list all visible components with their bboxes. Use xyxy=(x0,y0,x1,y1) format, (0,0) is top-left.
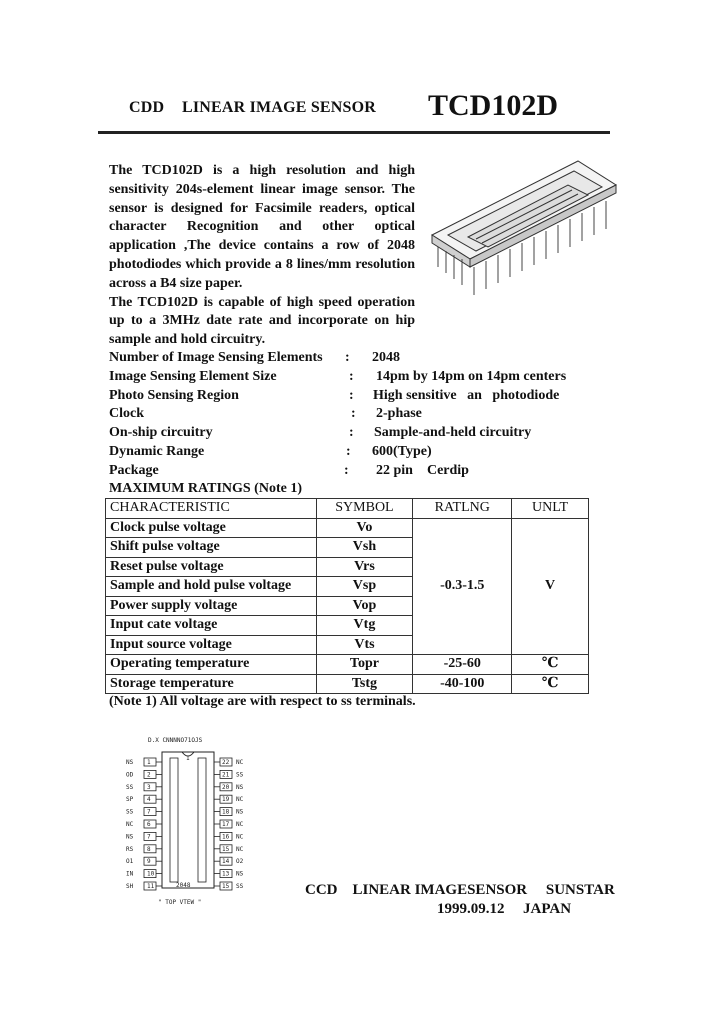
spec-value-dynamic-range: 600(Type) xyxy=(372,444,432,459)
pin-name: SH xyxy=(126,883,134,890)
part-number: TCD102D xyxy=(428,89,559,122)
pin-number: 11 xyxy=(147,883,155,890)
row-symbol: Tstg xyxy=(316,674,413,694)
pinout-bottom-label: " TOP VTEW " xyxy=(158,899,202,906)
pin-name: NS xyxy=(126,759,134,766)
row-characteristic: Clock pulse voltage xyxy=(106,518,317,538)
intro-paragraph-2: The TCD102D is capable of high speed operation up to a 3MHz date rate and incorporate on hip sample and hold circuitry. xyxy=(109,294,415,348)
pin-name: SP xyxy=(126,796,134,804)
col-header-characteristic: CHARACTERISTIC xyxy=(106,499,317,519)
spec-value-elements: 2048 xyxy=(372,350,400,365)
row-rating: -40-100 xyxy=(413,674,512,694)
spec-label-clock: Clock xyxy=(109,406,144,421)
pin-name: SS xyxy=(236,771,244,779)
pin-name: SS xyxy=(126,808,134,816)
voltage-rating-cell: -0.3-1.5 xyxy=(413,518,512,655)
header-title: LINEAR IMAGE SENSOR xyxy=(182,99,377,116)
pin-name: NS xyxy=(236,783,244,791)
row-characteristic: Input source voltage xyxy=(106,635,317,655)
pin-name: NS xyxy=(126,833,134,841)
header-series: CDD xyxy=(129,99,165,116)
pin-name: SS xyxy=(126,783,134,791)
pin-name: RS xyxy=(126,845,134,853)
footer-date: 1999.09.12 xyxy=(437,901,505,917)
pin-number: 14 xyxy=(222,858,230,866)
row-unit: ℃ xyxy=(512,655,589,675)
voltage-unit-cell: V xyxy=(512,518,589,655)
row-symbol: Vts xyxy=(316,635,413,655)
col-header-unit: UNLT xyxy=(512,499,589,519)
spec-value-package: 22 pin Cerdip xyxy=(376,463,469,478)
table-row xyxy=(106,674,589,694)
spec-label-circuitry: On-ship circuitry xyxy=(109,425,213,440)
pinout-diagram xyxy=(118,732,258,912)
pin-number: 15 xyxy=(222,883,230,890)
pin-number: 10 xyxy=(147,870,155,878)
pin-number: 7 xyxy=(147,808,151,816)
pin-name: NC xyxy=(236,833,244,841)
pin-number: 13 xyxy=(222,870,230,878)
pin-name: NC xyxy=(236,845,244,853)
table-row xyxy=(106,518,589,538)
intro-text xyxy=(109,162,415,350)
row-rating: -25-60 xyxy=(413,655,512,675)
chip-package-illustration xyxy=(428,155,618,305)
pin-number: 18 xyxy=(222,808,230,816)
spec-colon: : xyxy=(349,425,354,440)
spec-value-clock: 2-phase xyxy=(376,406,422,421)
spec-value-circuitry: Sample-and-held circuitry xyxy=(374,425,532,440)
pin-name: NC xyxy=(236,759,244,766)
row-characteristic: Shift pulse voltage xyxy=(106,538,317,558)
ratings-heading: MAXIMUM RATINGS (Note 1) xyxy=(109,481,302,496)
row-characteristic: Storage temperature xyxy=(106,674,317,694)
spec-colon: : xyxy=(344,463,349,478)
spec-label-dynamic-range: Dynamic Range xyxy=(109,444,205,459)
right-pin-column xyxy=(214,758,244,890)
spec-label-element-size: Image Sensing Element Size xyxy=(109,369,277,384)
pin-number: 21 xyxy=(222,771,230,779)
pin-number: 16 xyxy=(222,833,230,841)
pin-number: 6 xyxy=(147,821,151,828)
pin-number: 3 xyxy=(147,783,151,791)
pin-name: IN xyxy=(126,870,134,878)
left-pin-column xyxy=(126,758,162,890)
pinout-top-marker: 1 xyxy=(186,755,190,762)
pinout-top-label: D.X CNNNNO71OJS xyxy=(148,737,203,744)
header-rule xyxy=(98,131,610,134)
spec-label-photo-region: Photo Sensing Region xyxy=(109,388,239,403)
max-ratings-table xyxy=(105,498,589,694)
pin-number: 9 xyxy=(147,858,151,866)
row-characteristic: Power supply voltage xyxy=(106,596,317,616)
spec-value-photo-region: High sensitive an photodiode xyxy=(373,388,560,403)
pin-number: 4 xyxy=(147,796,151,804)
spec-value-element-size: 14pm by 14pm on 14pm centers xyxy=(376,369,567,384)
row-symbol: Vo xyxy=(316,518,413,538)
row-symbol: Vsp xyxy=(316,577,413,597)
pin-number: 2 xyxy=(147,771,151,779)
intro-paragraph-1: The TCD102D is a high resolution and high sensitivity 204s-element linear image sensor. The sensor is designed for Facsimile readers, optical character Recognition and other optical application ,The device contains a row of 2048 photodiodes which provide a 8 lines/mm resolution across a B4 size paper. xyxy=(109,163,415,291)
row-symbol: Vop xyxy=(316,596,413,616)
footer-country: JAPAN xyxy=(523,901,572,917)
ratings-note: (Note 1) All voltage are with respect to ss terminals. xyxy=(109,694,416,709)
spec-label-package: Package xyxy=(109,463,159,478)
footer-line: CCD LINEAR IMAGESENSOR SUNSTAR xyxy=(305,882,615,898)
spec-colon: : xyxy=(345,350,350,365)
pin-number: 15 xyxy=(222,845,230,853)
pin-name: NC xyxy=(236,821,244,828)
row-characteristic: Sample and hold pulse voltage xyxy=(106,577,317,597)
pin-name: O1 xyxy=(126,858,134,866)
row-characteristic: Input cate voltage xyxy=(106,616,317,636)
row-symbol: Vsh xyxy=(316,538,413,558)
row-symbol: Vrs xyxy=(316,557,413,577)
pin-number: 20 xyxy=(222,783,230,791)
row-unit: ℃ xyxy=(512,674,589,694)
pin-name: NC xyxy=(126,821,134,828)
pin-name: O2 xyxy=(236,858,244,866)
col-header-symbol: SYMBOL xyxy=(316,499,413,519)
spec-colon: : xyxy=(349,369,354,384)
pin-number: 1 xyxy=(147,759,151,766)
pin-number: 7 xyxy=(147,833,151,841)
row-symbol: Topr xyxy=(316,655,413,675)
col-header-rating: RATLNG xyxy=(413,499,512,519)
row-characteristic: Reset pulse voltage xyxy=(106,557,317,577)
row-characteristic: Operating temperature xyxy=(106,655,317,675)
pin-number: 8 xyxy=(147,845,151,853)
table-row xyxy=(106,655,589,675)
table-header-row xyxy=(106,499,589,519)
spec-colon: : xyxy=(346,444,351,459)
pinout-chip-number: 2048 xyxy=(176,882,191,889)
pin-number: 22 xyxy=(222,759,230,766)
pin-name: NS xyxy=(236,808,244,816)
pin-name: OD xyxy=(126,771,134,779)
spec-colon: : xyxy=(351,406,356,421)
pin-name: NS xyxy=(236,870,244,878)
spec-colon: : xyxy=(349,388,354,403)
pin-number: 17 xyxy=(222,821,230,828)
pin-name: NC xyxy=(236,796,244,804)
spec-label-elements: Number of Image Sensing Elements xyxy=(109,350,323,365)
pin-name: SS xyxy=(236,883,244,890)
pin-number: 19 xyxy=(222,796,230,804)
row-symbol: Vtg xyxy=(316,616,413,636)
